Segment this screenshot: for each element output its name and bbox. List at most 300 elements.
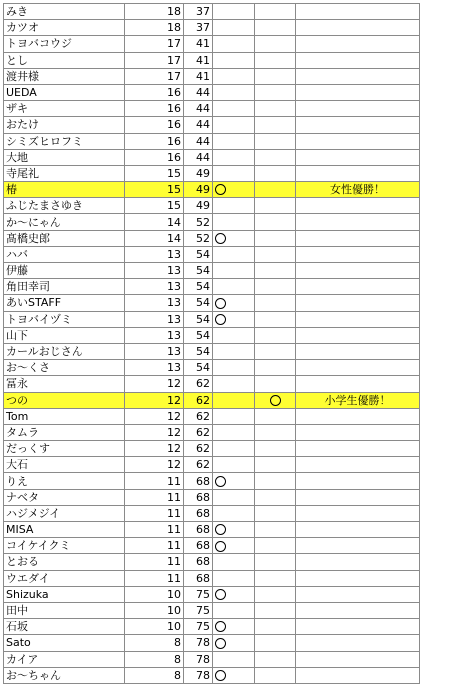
- score-b-cell-text: 44: [196, 150, 210, 164]
- mark-1-cell: [213, 392, 255, 408]
- table-row: [4, 554, 420, 570]
- name-cell: [4, 327, 125, 343]
- score-b-cell: [184, 214, 213, 230]
- name-cell-text: MISA: [6, 523, 34, 537]
- score-a-cell-text: 13: [167, 328, 181, 342]
- name-cell-text: みき: [6, 5, 28, 19]
- score-a-cell-text: 16: [167, 134, 181, 148]
- score-b-cell-text: 52: [196, 231, 210, 245]
- note-cell: [296, 214, 420, 230]
- table-row: [4, 279, 420, 295]
- name-cell: [4, 165, 125, 181]
- name-cell-text: とおる: [6, 555, 39, 569]
- name-cell-text: 冨永: [6, 377, 28, 391]
- table-row: [4, 424, 420, 440]
- score-b-cell-text: 75: [196, 604, 210, 618]
- mark-1-cell: [213, 295, 255, 311]
- score-a-cell: [125, 68, 184, 84]
- table-row: [4, 165, 420, 181]
- score-a-cell-text: 16: [167, 150, 181, 164]
- name-cell-text: 髙橋史郎: [6, 231, 50, 245]
- name-cell: [4, 4, 125, 20]
- note-cell-text: 女性優勝！: [330, 183, 385, 197]
- name-cell: [4, 279, 125, 295]
- circle-mark: [215, 589, 226, 600]
- name-cell-text: とし: [6, 53, 28, 67]
- table-row: [4, 20, 420, 36]
- table-row: [4, 441, 420, 457]
- note-cell: [296, 36, 420, 52]
- score-a-cell-text: 15: [167, 183, 181, 197]
- name-cell-text: Shizuka: [6, 587, 49, 601]
- score-b-cell: [184, 4, 213, 20]
- score-a-cell: [125, 198, 184, 214]
- name-cell: [4, 360, 125, 376]
- score-a-cell-text: 16: [167, 118, 181, 132]
- mark-2-cell: [255, 84, 296, 100]
- mark-2-cell: [255, 424, 296, 440]
- mark-2-cell: [255, 295, 296, 311]
- name-cell-text: 伊藤: [6, 264, 28, 278]
- name-cell: [4, 101, 125, 117]
- mark-2-cell: [255, 214, 296, 230]
- mark-1-cell: [213, 505, 255, 521]
- name-cell: [4, 68, 125, 84]
- table-row: [4, 392, 420, 408]
- score-a-cell-text: 8: [174, 668, 181, 682]
- score-b-cell-text: 75: [196, 620, 210, 634]
- table-row: [4, 198, 420, 214]
- circle-mark: [215, 638, 226, 649]
- score-a-cell-text: 13: [167, 247, 181, 261]
- score-a-cell-text: 13: [167, 280, 181, 294]
- mark-1-cell: [213, 554, 255, 570]
- score-b-cell-text: 62: [196, 393, 210, 407]
- mark-1-cell: [213, 327, 255, 343]
- table-row: [4, 343, 420, 359]
- name-cell: [4, 20, 125, 36]
- name-cell-text: UEDA: [6, 86, 37, 100]
- name-cell-text: カイア: [6, 652, 39, 666]
- mark-2-cell: [255, 457, 296, 473]
- score-b-cell: [184, 473, 213, 489]
- table-row: [4, 311, 420, 327]
- table-row: [4, 667, 420, 683]
- mark-2-cell: [255, 505, 296, 521]
- note-cell: [296, 505, 420, 521]
- score-b-cell-text: 44: [196, 102, 210, 116]
- circle-mark: [215, 314, 226, 325]
- name-cell-text: りえ: [6, 474, 28, 488]
- score-b-cell-text: 54: [196, 345, 210, 359]
- score-b-cell: [184, 246, 213, 262]
- table-row: [4, 101, 420, 117]
- note-cell: [296, 424, 420, 440]
- name-cell-text: カールおじさん: [6, 345, 83, 359]
- mark-1-cell: [213, 667, 255, 683]
- score-a-cell: [125, 635, 184, 651]
- mark-2-cell: [255, 279, 296, 295]
- score-b-cell: [184, 457, 213, 473]
- circle-mark: [215, 233, 226, 244]
- score-a-cell: [125, 133, 184, 149]
- score-a-cell: [125, 343, 184, 359]
- score-a-cell-text: 8: [174, 652, 181, 666]
- name-cell: [4, 570, 125, 586]
- name-cell-text: 山下: [6, 328, 28, 342]
- score-a-cell-text: 10: [167, 587, 181, 601]
- score-b-cell: [184, 101, 213, 117]
- name-cell-text: か～にゃん: [6, 215, 61, 229]
- name-cell: [4, 635, 125, 651]
- mark-2-cell: [255, 586, 296, 602]
- mark-2-cell: [255, 408, 296, 424]
- note-cell: [296, 68, 420, 84]
- note-cell: [296, 586, 420, 602]
- mark-1-cell: [213, 149, 255, 165]
- score-a-cell-text: 11: [167, 474, 181, 488]
- note-cell: [296, 4, 420, 20]
- name-cell: [4, 149, 125, 165]
- score-b-cell: [184, 667, 213, 683]
- circle-mark: [215, 621, 226, 632]
- mark-2-cell: [255, 149, 296, 165]
- name-cell: [4, 554, 125, 570]
- name-cell-text: ふじたまさゆき: [6, 199, 83, 213]
- score-b-cell-text: 78: [196, 652, 210, 666]
- name-cell-text: おたけ: [6, 118, 39, 132]
- mark-2-cell: [255, 327, 296, 343]
- name-cell: [4, 586, 125, 602]
- name-cell-text: タムラ: [6, 425, 39, 439]
- table-row: [4, 263, 420, 279]
- score-b-cell-text: 44: [196, 118, 210, 132]
- circle-mark: [215, 476, 226, 487]
- score-b-cell-text: 54: [196, 328, 210, 342]
- mark-1-cell: [213, 133, 255, 149]
- score-a-cell-text: 15: [167, 166, 181, 180]
- results-table-body: [4, 4, 420, 684]
- mark-2-cell: [255, 522, 296, 538]
- score-b-cell: [184, 263, 213, 279]
- name-cell-text: ザキ: [6, 102, 28, 116]
- score-a-cell: [125, 408, 184, 424]
- score-b-cell: [184, 570, 213, 586]
- note-cell: [296, 165, 420, 181]
- circle-mark: [215, 670, 226, 681]
- mark-1-cell: [213, 602, 255, 618]
- mark-1-cell: [213, 441, 255, 457]
- note-cell: [296, 441, 420, 457]
- score-b-cell-text: 78: [196, 668, 210, 682]
- name-cell-text: お～くさ: [6, 361, 50, 375]
- score-b-cell: [184, 602, 213, 618]
- name-cell-text: トヨバコウジ: [6, 37, 72, 51]
- circle-mark: [215, 184, 226, 195]
- mark-2-cell: [255, 376, 296, 392]
- score-b-cell-text: 41: [196, 69, 210, 83]
- note-cell: [296, 619, 420, 635]
- circle-mark: [215, 524, 226, 535]
- score-a-cell: [125, 586, 184, 602]
- note-cell: [296, 602, 420, 618]
- score-a-cell-text: 11: [167, 539, 181, 553]
- name-cell-text: つの: [6, 393, 28, 407]
- score-a-cell-text: 15: [167, 199, 181, 213]
- mark-1-cell: [213, 182, 255, 198]
- score-b-cell: [184, 295, 213, 311]
- mark-2-cell: [255, 263, 296, 279]
- mark-2-cell: [255, 165, 296, 181]
- score-b-cell-text: 62: [196, 377, 210, 391]
- name-cell: [4, 246, 125, 262]
- table-row: [4, 133, 420, 149]
- score-b-cell: [184, 198, 213, 214]
- score-b-cell: [184, 376, 213, 392]
- score-a-cell: [125, 295, 184, 311]
- mark-1-cell: [213, 20, 255, 36]
- mark-1-cell: [213, 473, 255, 489]
- mark-1-cell: [213, 586, 255, 602]
- score-a-cell: [125, 246, 184, 262]
- name-cell: [4, 133, 125, 149]
- mark-2-cell: [255, 198, 296, 214]
- score-b-cell-text: 41: [196, 53, 210, 67]
- name-cell-text: コイケイクミ: [6, 539, 71, 553]
- score-b-cell-text: 44: [196, 134, 210, 148]
- table-row: [4, 327, 420, 343]
- mark-1-cell: [213, 408, 255, 424]
- score-b-cell-text: 41: [196, 37, 210, 51]
- name-cell: [4, 667, 125, 683]
- score-a-cell-text: 16: [167, 102, 181, 116]
- score-a-cell-text: 11: [167, 555, 181, 569]
- score-a-cell-text: 11: [167, 490, 181, 504]
- score-b-cell: [184, 84, 213, 100]
- score-b-cell: [184, 20, 213, 36]
- mark-2-cell: [255, 473, 296, 489]
- name-cell: [4, 52, 125, 68]
- score-b-cell: [184, 651, 213, 667]
- name-cell: [4, 392, 125, 408]
- mark-2-cell: [255, 570, 296, 586]
- table-row: [4, 214, 420, 230]
- mark-2-cell: [255, 36, 296, 52]
- score-a-cell-text: 14: [167, 215, 181, 229]
- name-cell-text: だっくす: [6, 442, 50, 456]
- mark-1-cell: [213, 376, 255, 392]
- name-cell: [4, 343, 125, 359]
- score-a-cell: [125, 505, 184, 521]
- mark-2-cell: [255, 554, 296, 570]
- name-cell-text: あいSTAFF: [6, 296, 62, 310]
- mark-2-cell: [255, 651, 296, 667]
- mark-2-cell: [255, 52, 296, 68]
- name-cell-text: ハジメジイ: [6, 506, 61, 520]
- score-b-cell: [184, 182, 213, 198]
- table-row: [4, 619, 420, 635]
- mark-1-cell: [213, 570, 255, 586]
- score-a-cell: [125, 311, 184, 327]
- name-cell: [4, 36, 125, 52]
- note-cell: [296, 473, 420, 489]
- score-a-cell: [125, 538, 184, 554]
- score-b-cell: [184, 635, 213, 651]
- mark-2-cell: [255, 441, 296, 457]
- mark-1-cell: [213, 311, 255, 327]
- score-a-cell: [125, 230, 184, 246]
- name-cell: [4, 619, 125, 635]
- note-cell: [296, 570, 420, 586]
- name-cell-text: 渡井様: [6, 69, 39, 83]
- score-b-cell: [184, 522, 213, 538]
- score-a-cell-text: 14: [167, 231, 181, 245]
- table-row: [4, 182, 420, 198]
- name-cell: [4, 263, 125, 279]
- score-a-cell: [125, 149, 184, 165]
- table-row: [4, 602, 420, 618]
- mark-1-cell: [213, 619, 255, 635]
- score-b-cell-text: 68: [196, 555, 210, 569]
- note-cell: [296, 52, 420, 68]
- table-row: [4, 360, 420, 376]
- score-b-cell: [184, 424, 213, 440]
- score-a-cell-text: 12: [167, 409, 181, 423]
- score-b-cell-text: 75: [196, 587, 210, 601]
- note-cell: [296, 117, 420, 133]
- score-b-cell-text: 78: [196, 636, 210, 650]
- score-b-cell: [184, 489, 213, 505]
- score-a-cell: [125, 214, 184, 230]
- score-a-cell-text: 12: [167, 425, 181, 439]
- score-a-cell: [125, 101, 184, 117]
- mark-1-cell: [213, 279, 255, 295]
- name-cell: [4, 424, 125, 440]
- score-b-cell: [184, 538, 213, 554]
- name-cell: [4, 408, 125, 424]
- score-a-cell: [125, 570, 184, 586]
- score-a-cell-text: 18: [167, 5, 181, 19]
- score-b-cell-text: 68: [196, 571, 210, 585]
- note-cell: [296, 392, 420, 408]
- score-b-cell-text: 62: [196, 425, 210, 439]
- score-a-cell-text: 13: [167, 264, 181, 278]
- note-cell: [296, 149, 420, 165]
- score-a-cell: [125, 424, 184, 440]
- table-row: [4, 230, 420, 246]
- name-cell: [4, 441, 125, 457]
- score-b-cell: [184, 505, 213, 521]
- note-cell: [296, 182, 420, 198]
- score-b-cell-text: 52: [196, 215, 210, 229]
- results-table: [3, 3, 420, 684]
- name-cell: [4, 651, 125, 667]
- note-cell: [296, 489, 420, 505]
- score-b-cell: [184, 52, 213, 68]
- mark-2-cell: [255, 360, 296, 376]
- name-cell-text: ナベタ: [6, 490, 39, 504]
- score-a-cell-text: 13: [167, 361, 181, 375]
- note-cell-text: 小学生優勝！: [324, 393, 391, 407]
- score-a-cell-text: 10: [167, 604, 181, 618]
- name-cell: [4, 198, 125, 214]
- score-a-cell: [125, 279, 184, 295]
- mark-2-cell: [255, 538, 296, 554]
- mark-1-cell: [213, 635, 255, 651]
- score-b-cell: [184, 117, 213, 133]
- score-a-cell: [125, 619, 184, 635]
- mark-2-cell: [255, 68, 296, 84]
- score-b-cell: [184, 327, 213, 343]
- mark-1-cell: [213, 68, 255, 84]
- table-row: [4, 149, 420, 165]
- mark-1-cell: [213, 343, 255, 359]
- score-b-cell-text: 49: [196, 166, 210, 180]
- score-a-cell-text: 17: [167, 37, 181, 51]
- score-b-cell-text: 54: [196, 247, 210, 261]
- table-row: [4, 246, 420, 262]
- mark-1-cell: [213, 52, 255, 68]
- score-a-cell: [125, 651, 184, 667]
- score-a-cell-text: 10: [167, 620, 181, 634]
- circle-mark: [215, 541, 226, 552]
- score-b-cell: [184, 554, 213, 570]
- name-cell: [4, 117, 125, 133]
- score-b-cell: [184, 165, 213, 181]
- score-a-cell: [125, 165, 184, 181]
- name-cell-text: 角田幸司: [6, 280, 50, 294]
- score-b-cell-text: 68: [196, 474, 210, 488]
- mark-1-cell: [213, 4, 255, 20]
- table-row: [4, 376, 420, 392]
- score-a-cell: [125, 441, 184, 457]
- mark-1-cell: [213, 230, 255, 246]
- score-b-cell-text: 54: [196, 361, 210, 375]
- name-cell: [4, 230, 125, 246]
- table-row: [4, 68, 420, 84]
- score-b-cell: [184, 619, 213, 635]
- score-b-cell: [184, 149, 213, 165]
- table-row: [4, 586, 420, 602]
- mark-2-cell: [255, 133, 296, 149]
- score-a-cell: [125, 327, 184, 343]
- name-cell: [4, 84, 125, 100]
- note-cell: [296, 101, 420, 117]
- score-b-cell-text: 62: [196, 442, 210, 456]
- table-row: [4, 117, 420, 133]
- table-row: [4, 570, 420, 586]
- name-cell: [4, 214, 125, 230]
- circle-mark: [215, 298, 226, 309]
- table-row: [4, 84, 420, 100]
- note-cell: [296, 295, 420, 311]
- note-cell: [296, 538, 420, 554]
- table-row: [4, 505, 420, 521]
- score-b-cell-text: 62: [196, 409, 210, 423]
- name-cell: [4, 489, 125, 505]
- note-cell: [296, 327, 420, 343]
- score-a-cell-text: 13: [167, 296, 181, 310]
- note-cell: [296, 635, 420, 651]
- mark-1-cell: [213, 360, 255, 376]
- mark-1-cell: [213, 165, 255, 181]
- note-cell: [296, 230, 420, 246]
- mark-2-cell: [255, 619, 296, 635]
- score-a-cell: [125, 263, 184, 279]
- name-cell-text: ウエダイ: [6, 571, 50, 585]
- mark-1-cell: [213, 101, 255, 117]
- name-cell: [4, 311, 125, 327]
